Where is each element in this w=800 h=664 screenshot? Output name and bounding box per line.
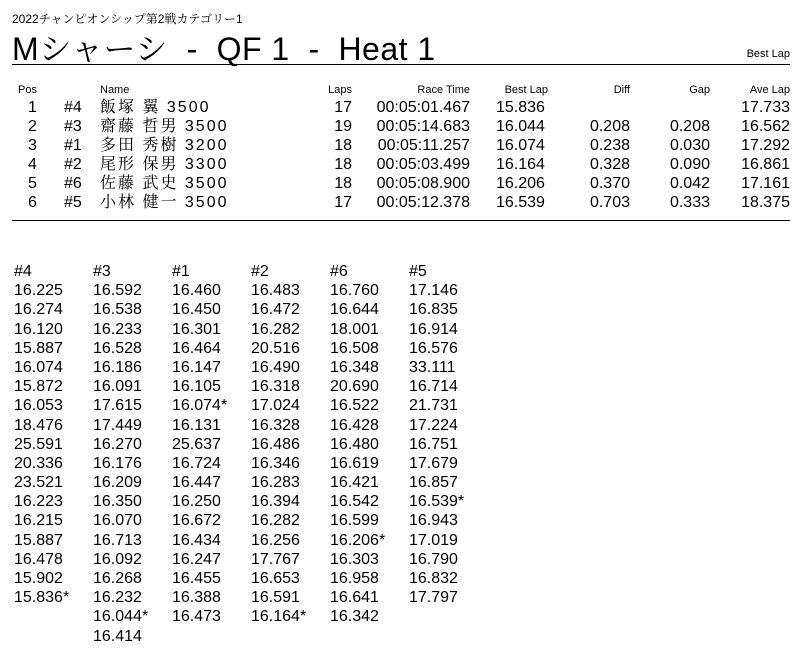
- col-diff-header: Diff: [613, 84, 630, 96]
- lap-column-header: #5: [409, 263, 427, 280]
- ave-lap-cell: 17.161: [741, 175, 790, 192]
- lap-time: 16.394: [251, 493, 300, 511]
- ave-lap-cell: 16.562: [741, 118, 790, 135]
- lap-column: [251, 262, 327, 627]
- col-laps-header: Laps: [328, 84, 352, 96]
- lap-time: 23.521: [14, 474, 63, 492]
- laps-cell: 19: [334, 118, 352, 135]
- best-lap-cell: 16.206: [496, 175, 545, 192]
- lap-time: 16.223: [14, 493, 63, 511]
- lap-column-header: #2: [251, 263, 269, 280]
- lap-time: 16.131: [172, 416, 221, 434]
- lap-time: 33.111: [409, 358, 456, 376]
- driver-name-cell: 尾形 保男 3300: [100, 156, 229, 173]
- lap-time: 16.713: [93, 531, 142, 549]
- lap-time: 16.539*: [409, 493, 465, 511]
- race-time-cell: 00:05:11.257: [377, 137, 470, 154]
- lap-time: 16.318: [251, 378, 300, 396]
- gap-cell: 0.090: [669, 156, 710, 173]
- table-row: [12, 136, 790, 155]
- lap-column-header: #3: [93, 263, 111, 280]
- laps-cell: 18: [334, 137, 352, 154]
- lap-time: 16.714: [409, 378, 458, 396]
- lap-time: 17.019: [409, 531, 458, 549]
- driver-name-cell: 齋藤 哲男 3500: [100, 118, 229, 135]
- lap-time: 16.943: [409, 512, 458, 530]
- lap-time: 15.872: [14, 378, 63, 396]
- diff-cell: 0.370: [589, 175, 630, 192]
- lap-time: 16.176: [93, 454, 142, 472]
- lap-time: 16.599: [330, 512, 379, 530]
- col-pos-header: Pos: [18, 84, 37, 96]
- lap-time: 15.887: [14, 531, 63, 549]
- lap-time: 20.516: [251, 339, 300, 357]
- lap-time: 16.120: [14, 320, 63, 338]
- pos-cell: 6: [28, 194, 37, 211]
- diff-cell: 0.703: [589, 194, 630, 211]
- race-time-cell: 00:05:12.378: [376, 194, 470, 211]
- ave-lap-cell: 17.292: [741, 137, 790, 154]
- results-bottom-rule: [12, 220, 790, 221]
- lap-time: 16.460: [172, 282, 221, 300]
- lap-time: 15.887: [14, 339, 63, 357]
- lap-time: 16.270: [93, 435, 142, 453]
- pos-cell: 3: [28, 137, 37, 154]
- event-subtitle: 2022チャンピオンシップ第2戦カテゴリー1: [12, 12, 243, 26]
- driver-name-cell: 佐藤 武史 3500: [100, 175, 229, 192]
- lap-time: 16.832: [409, 570, 458, 587]
- col-ave-lap-header: Ave Lap: [749, 84, 790, 96]
- lap-time: 16.455: [172, 570, 221, 587]
- lap-time: 16.303: [330, 550, 379, 568]
- laps-cell: 18: [334, 175, 352, 192]
- col-gap-header: Gap: [689, 84, 710, 96]
- lap-time: 17.146: [409, 282, 458, 300]
- best-lap-cell: 16.044: [496, 118, 545, 135]
- lap-time: 16.282: [251, 320, 300, 338]
- lap-time: 21.731: [409, 397, 458, 415]
- lap-time: 16.450: [172, 301, 221, 319]
- lap-time: 17.679: [409, 454, 458, 472]
- race-time-cell: 00:05:08.900: [376, 175, 470, 192]
- table-row: [12, 193, 790, 212]
- car-number-cell: #6: [64, 175, 82, 192]
- col-race-time-header: Race Time: [417, 84, 470, 96]
- table-row: [12, 98, 790, 117]
- ave-lap-cell: 17.733: [741, 99, 790, 116]
- best-lap-cell: 16.539: [496, 194, 545, 211]
- lap-time: 16.591: [251, 589, 300, 607]
- lap-time: 16.232: [93, 589, 142, 607]
- lap-time: 16.542: [330, 493, 379, 511]
- ave-lap-cell: 18.375: [741, 194, 790, 211]
- lap-time: 16.044*: [93, 608, 149, 626]
- car-number-cell: #3: [64, 118, 82, 135]
- lap-time: 16.472: [251, 301, 300, 319]
- lap-column-header: #6: [330, 263, 348, 280]
- table-row: [12, 174, 790, 193]
- best-lap-cell: 16.074: [496, 137, 545, 154]
- car-number-cell: #1: [64, 137, 82, 154]
- lap-time: 17.797: [409, 589, 458, 607]
- lap-time: 16.473: [172, 608, 221, 626]
- lap-column: [330, 262, 406, 627]
- lap-time: 15.902: [14, 570, 63, 587]
- lap-time: 16.464: [172, 339, 221, 357]
- lap-time: 16.209: [93, 474, 142, 492]
- laps-cell: 17: [334, 194, 352, 211]
- lap-time: 25.637: [172, 435, 221, 453]
- table-row: [12, 155, 790, 174]
- lap-time: 16.256: [251, 531, 300, 549]
- ave-lap-cell: 16.861: [741, 156, 790, 173]
- lap-time: 16.053: [14, 397, 63, 415]
- lap-time: 16.790: [409, 550, 458, 568]
- best-lap-label: Best Lap: [746, 48, 790, 60]
- lap-time: 16.225: [14, 282, 63, 300]
- gap-cell: 0.042: [669, 175, 710, 192]
- lap-time: 16.147: [172, 358, 221, 376]
- lap-column: [14, 262, 90, 607]
- lap-time: 16.428: [330, 416, 379, 434]
- page-title: Mシャーシ - QF 1 - Heat 1: [12, 31, 436, 67]
- diff-cell: 0.208: [589, 118, 630, 135]
- lap-time: 16.414: [93, 627, 142, 645]
- lap-time: 17.024: [251, 397, 300, 415]
- driver-name-cell: 小林 健一 3500: [100, 194, 229, 211]
- header-rule: [12, 64, 790, 65]
- gap-cell: 0.208: [669, 118, 710, 135]
- col-best-lap-header: Best Lap: [504, 84, 548, 96]
- lap-time: 16.350: [93, 493, 142, 511]
- lap-time: 16.091: [93, 378, 142, 396]
- lap-time: 16.483: [251, 282, 300, 300]
- lap-time: 16.206*: [330, 531, 386, 549]
- laps-cell: 18: [334, 156, 352, 173]
- car-number-cell: #5: [64, 194, 82, 211]
- lap-time: 16.092: [93, 550, 142, 568]
- gap-cell: 0.333: [669, 194, 710, 211]
- lap-time: 15.836*: [14, 589, 70, 607]
- gap-cell: 0.030: [669, 137, 710, 154]
- driver-name-cell: 多田 秀樹 3200: [100, 137, 229, 154]
- lap-time: 20.690: [330, 378, 379, 396]
- lap-time: 17.449: [93, 416, 142, 434]
- lap-time: 16.480: [330, 435, 379, 453]
- lap-time: 16.342: [330, 608, 379, 626]
- pos-cell: 4: [28, 156, 37, 173]
- lap-column-header: #1: [172, 263, 190, 280]
- lap-time: 16.760: [330, 282, 379, 300]
- car-number-cell: #4: [64, 99, 82, 116]
- lap-time: 16.958: [330, 570, 379, 587]
- lap-time: 16.328: [251, 416, 300, 434]
- lap-time: 16.835: [409, 301, 458, 319]
- lap-time: 16.672: [172, 512, 221, 530]
- lap-time: 16.641: [330, 589, 379, 607]
- lap-time: 16.576: [409, 339, 458, 357]
- results-body: [12, 98, 790, 212]
- lap-time: 18.001: [330, 320, 379, 338]
- lap-time: 16.105: [172, 378, 221, 396]
- pos-cell: 1: [28, 99, 37, 116]
- lap-time: 16.490: [251, 358, 300, 376]
- pos-cell: 5: [28, 175, 37, 192]
- lap-time: 16.653: [251, 570, 300, 587]
- race-time-cell: 00:05:03.499: [376, 156, 470, 173]
- table-row: [12, 117, 790, 136]
- lap-column-header: #4: [14, 263, 32, 280]
- lap-time: 16.447: [172, 474, 221, 492]
- lap-time: 16.301: [172, 320, 221, 338]
- pos-cell: 2: [28, 118, 37, 135]
- lap-time: 16.233: [93, 320, 142, 338]
- lap-time: 16.486: [251, 435, 300, 453]
- lap-time: 16.346: [251, 454, 300, 472]
- lap-time: 16.522: [330, 397, 379, 415]
- race-time-cell: 00:05:14.683: [376, 118, 470, 135]
- best-lap-cell: 15.836: [496, 99, 545, 116]
- results-table: [12, 78, 790, 212]
- laps-cell: 17: [334, 99, 352, 116]
- lap-time: 17.615: [93, 397, 142, 415]
- lap-time: 16.478: [14, 550, 63, 568]
- driver-name-cell: 飯塚 翼 3500: [100, 99, 211, 116]
- lap-time: 16.914: [409, 320, 458, 338]
- lap-time: 16.388: [172, 589, 221, 607]
- lap-time: 18.476: [14, 416, 63, 434]
- lap-column: [172, 262, 248, 627]
- lap-time: 16.538: [93, 301, 142, 319]
- lap-time: 17.767: [251, 550, 300, 568]
- lap-time: 16.074: [14, 358, 63, 376]
- lap-time: 16.434: [172, 531, 221, 549]
- lap-time: 16.282: [251, 512, 300, 530]
- lap-time: 16.164*: [251, 608, 307, 626]
- lap-column: [409, 262, 485, 607]
- lap-time: 16.508: [330, 339, 379, 357]
- lap-time: 16.857: [409, 474, 458, 492]
- lap-time: 16.070: [93, 512, 142, 530]
- diff-cell: 0.328: [589, 156, 630, 173]
- lap-column: [93, 262, 169, 646]
- lap-time: 16.250: [172, 493, 221, 511]
- lap-time: 16.619: [330, 454, 379, 472]
- lap-time: 17.224: [409, 416, 458, 434]
- lap-time: 16.644: [330, 301, 379, 319]
- lap-time: 16.283: [251, 474, 300, 492]
- car-number-cell: #2: [64, 156, 82, 173]
- lap-time: 16.215: [14, 512, 63, 530]
- lap-time: 25.591: [14, 435, 63, 453]
- lap-time: 16.592: [93, 282, 142, 300]
- lap-time: 16.528: [93, 339, 142, 357]
- lap-time: 16.348: [330, 358, 379, 376]
- results-header-row: [12, 82, 790, 98]
- lap-time: 16.186: [93, 358, 142, 376]
- lap-time: 16.247: [172, 550, 221, 568]
- race-time-cell: 00:05:01.467: [376, 99, 470, 116]
- best-lap-cell: 16.164: [496, 156, 545, 173]
- lap-time: 16.751: [409, 435, 458, 453]
- lap-time: 16.268: [93, 570, 142, 587]
- col-name-header: Name: [100, 84, 130, 96]
- lap-time: 16.724: [172, 454, 221, 472]
- lap-time: 16.074*: [172, 397, 228, 415]
- lap-time: 16.274: [14, 301, 63, 319]
- diff-cell: 0.238: [589, 137, 630, 154]
- lap-time: 16.421: [330, 474, 379, 492]
- lap-time: 20.336: [14, 454, 63, 472]
